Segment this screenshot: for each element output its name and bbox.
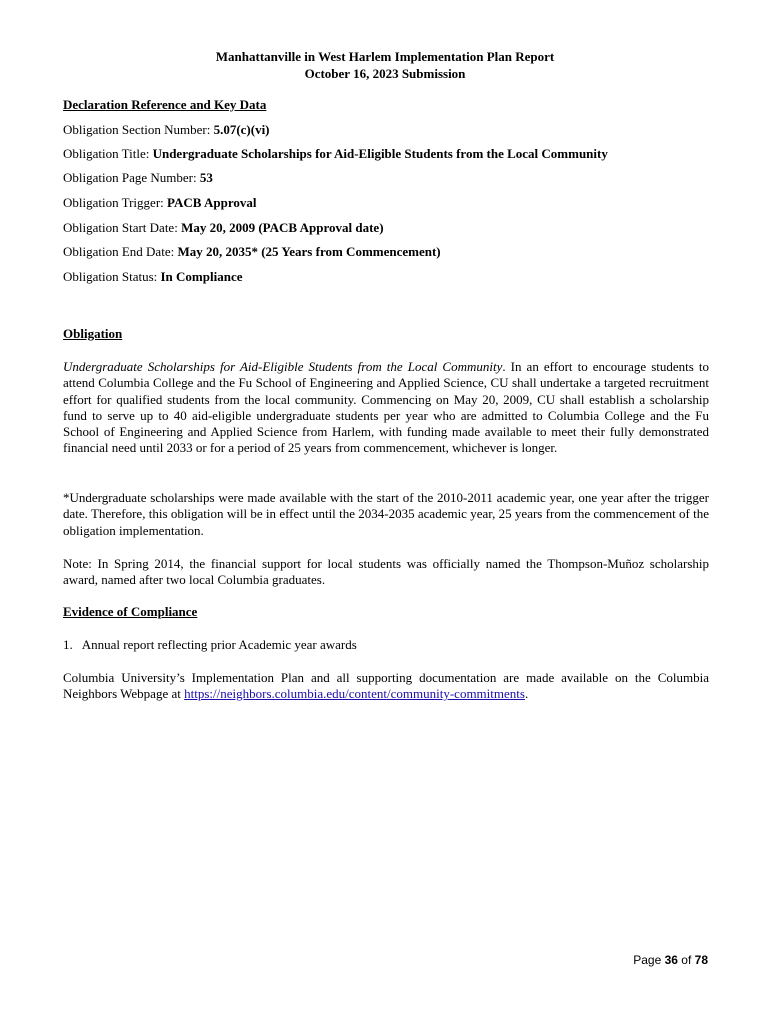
page-number: 36 xyxy=(664,953,678,967)
closing-text: Columbia University’s Implementation Plan and all supporting documentation are made available on the Columbia Neighbors Webpage at xyxy=(63,670,709,702)
evidence-heading: Evidence of Compliance xyxy=(63,604,198,619)
declaration-row-page-number xyxy=(63,170,709,186)
obligation-note: Note: In Spring 2014, the financial support for local students was officially named the Thompson-Muñoz scholarship award, named after two local Columbia graduates. xyxy=(63,556,709,588)
of-word: of xyxy=(677,953,695,967)
report-subtitle: October 16, 2023 Submission xyxy=(304,66,466,81)
evidence-list-item xyxy=(63,637,709,653)
declaration-label: Obligation Start Date: xyxy=(63,220,182,235)
list-number: 1. xyxy=(63,637,73,652)
total-pages: 78 xyxy=(694,953,708,967)
community-commitments-link[interactable]: https://neighbors.columbia.edu/content/community-commitments xyxy=(184,686,525,702)
report-title: Manhattanville in West Harlem Implementation Plan Report xyxy=(215,49,555,64)
declaration-value: PACB Approval xyxy=(167,195,257,210)
declaration-value: 5.07(c)(vi) xyxy=(213,122,270,137)
declaration-value: Undergraduate Scholarships for Aid-Eligible Students from the Local Community xyxy=(152,146,608,161)
declaration-value: May 20, 2009 (PACB Approval date) xyxy=(181,220,384,235)
declaration-heading: Declaration Reference and Key Data xyxy=(63,97,267,112)
declaration-label: Obligation End Date: xyxy=(63,244,178,259)
report-header xyxy=(0,48,770,82)
list-text: Annual report reflecting prior Academic year awards xyxy=(81,637,357,652)
declaration-row-trigger xyxy=(63,195,709,211)
obligation-italic-lead: Undergraduate Scholarships for Aid-Eligible Students from the Local Community xyxy=(63,359,503,374)
declaration-row-section-number xyxy=(63,122,709,138)
obligation-heading: Obligation xyxy=(63,326,123,341)
evidence-closing-paragraph xyxy=(63,670,709,703)
declaration-label: Obligation Section Number: xyxy=(63,122,214,137)
declaration-value: May 20, 2035* (25 Years from Commencement) xyxy=(177,244,441,259)
declaration-label: Obligation Title: xyxy=(63,146,153,161)
declaration-value: 53 xyxy=(199,170,213,185)
declaration-row-title xyxy=(63,146,709,162)
declaration-row-start-date xyxy=(63,220,709,236)
declaration-row-end-date xyxy=(63,244,709,260)
declaration-value: In Compliance xyxy=(160,269,243,284)
obligation-paragraph xyxy=(63,359,709,457)
obligation-section xyxy=(63,326,709,342)
declaration-row-status xyxy=(63,269,709,285)
page-word: Page xyxy=(633,953,665,967)
evidence-section xyxy=(63,604,709,620)
obligation-footnote: *Undergraduate scholarships were made available with the start of the 2010-2011 academic year, one year after the trigger date. Therefore, this obligation will be in effect until the 2034-2035 academic year, 25 years from the commencement of the obligation implementation. xyxy=(63,490,709,538)
declaration-label: Obligation Page Number: xyxy=(63,170,200,185)
closing-end: . xyxy=(524,686,529,702)
obligation-body: . In an effort to encourage students to attend Columbia College and the Fu School of Engineering and Applied Science, CU shall undertake a targeted recruitment effort for qualified students from the local community. Commencing on May 20, 2009, CU shall establish a scholarship fund to serve up to 40 aid-eligible undergraduate students per year who are admitted to Columbia College and the Fu School of Engineering and Applied Science from Harlem, with funding made available to meet their fully demonstrated financial need until 2033 or for a period of 25 years from commencement, whichever is longer. xyxy=(63,359,709,456)
declaration-section xyxy=(63,97,709,113)
page-footer xyxy=(633,953,708,967)
declaration-label: Obligation Status: xyxy=(63,269,161,284)
declaration-label: Obligation Trigger: xyxy=(63,195,168,210)
